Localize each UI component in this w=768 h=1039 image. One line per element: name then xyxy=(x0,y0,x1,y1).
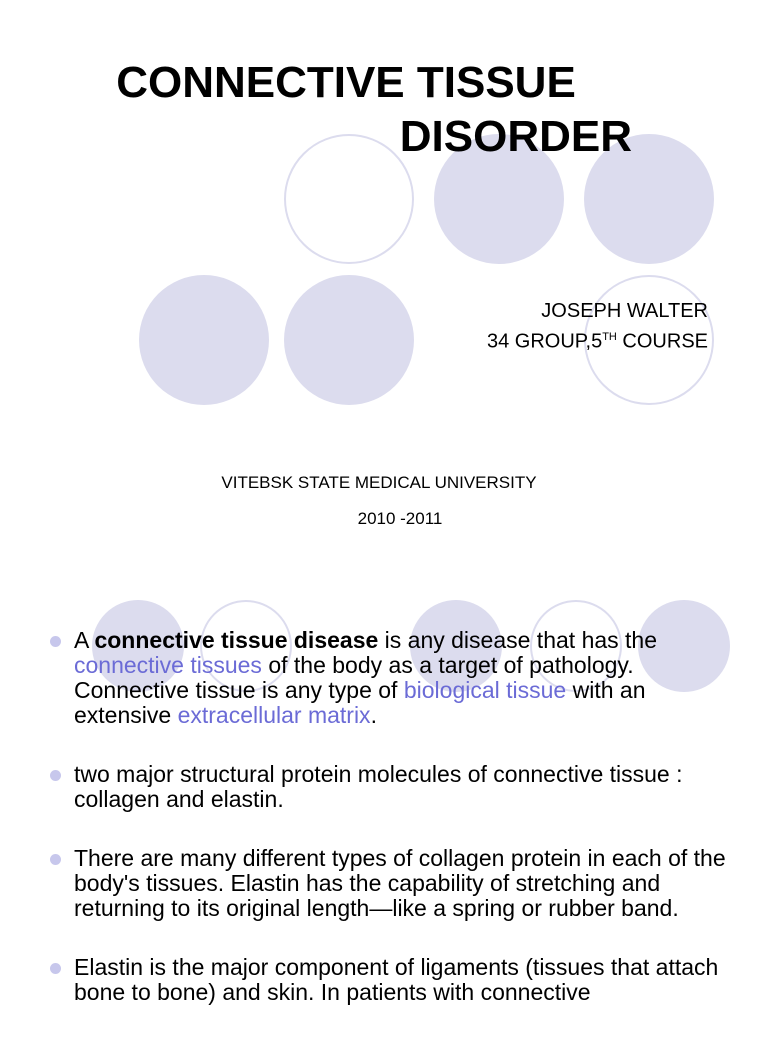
author-group xyxy=(487,324,708,355)
bullet-text: of the body as a target of pathology. Connective tissue is any type of xyxy=(74,652,634,703)
bullet-list xyxy=(46,628,746,1039)
bullet-dot-icon xyxy=(50,770,61,781)
bullet-item xyxy=(46,628,746,728)
slide-title xyxy=(60,56,632,164)
academic-years: 2010 -2011 xyxy=(357,509,443,528)
bullet-dot-icon xyxy=(50,636,61,647)
bold-term: connective tissue disease xyxy=(94,627,379,653)
bullet-text: is any disease that has the xyxy=(378,627,658,653)
author-group-text: 34 GROUP,5 xyxy=(486,330,603,353)
decor-circle xyxy=(284,275,414,405)
bullet-text: . xyxy=(370,702,377,728)
author-course-text: COURSE xyxy=(616,330,708,353)
bullet-text: A xyxy=(74,627,95,653)
university-name: VITEBSK STATE MEDICAL UNIVERSITY xyxy=(221,473,537,492)
bullet-text: with an extensive xyxy=(74,677,646,728)
link-connective-tissues[interactable]: connective tissues xyxy=(74,652,262,678)
bullet-item xyxy=(46,955,746,1005)
author-block xyxy=(487,298,708,355)
link-biological-tissue[interactable]: biological tissue xyxy=(403,677,567,703)
bullet-text: two major structural protein molecules of connective tissue : collagen and elastin. xyxy=(74,761,683,812)
author-name: JOSEPH WALTER xyxy=(541,300,708,322)
bullet-dot-icon xyxy=(50,963,61,974)
title-line-2: DISORDER xyxy=(399,112,632,161)
bullet-item xyxy=(46,762,746,812)
bullet-text: There are many different types of collagen protein in each of the body's tissues. Elastin has the capability of stretching and returning to its original length—like a spring or rubber band. xyxy=(74,845,726,921)
link-extracellular-matrix[interactable]: extracellular matrix xyxy=(177,702,371,728)
decor-circle xyxy=(139,275,269,405)
title-line-1: CONNECTIVE TISSUE xyxy=(116,58,576,107)
bullet-text: Elastin is the major component of ligaments (tissues that attach bone to bone) and skin. In patients with connective xyxy=(74,954,719,1005)
ordinal-suffix: TH xyxy=(602,331,617,343)
bullet-item xyxy=(46,846,746,921)
bullet-dot-icon xyxy=(50,854,61,865)
